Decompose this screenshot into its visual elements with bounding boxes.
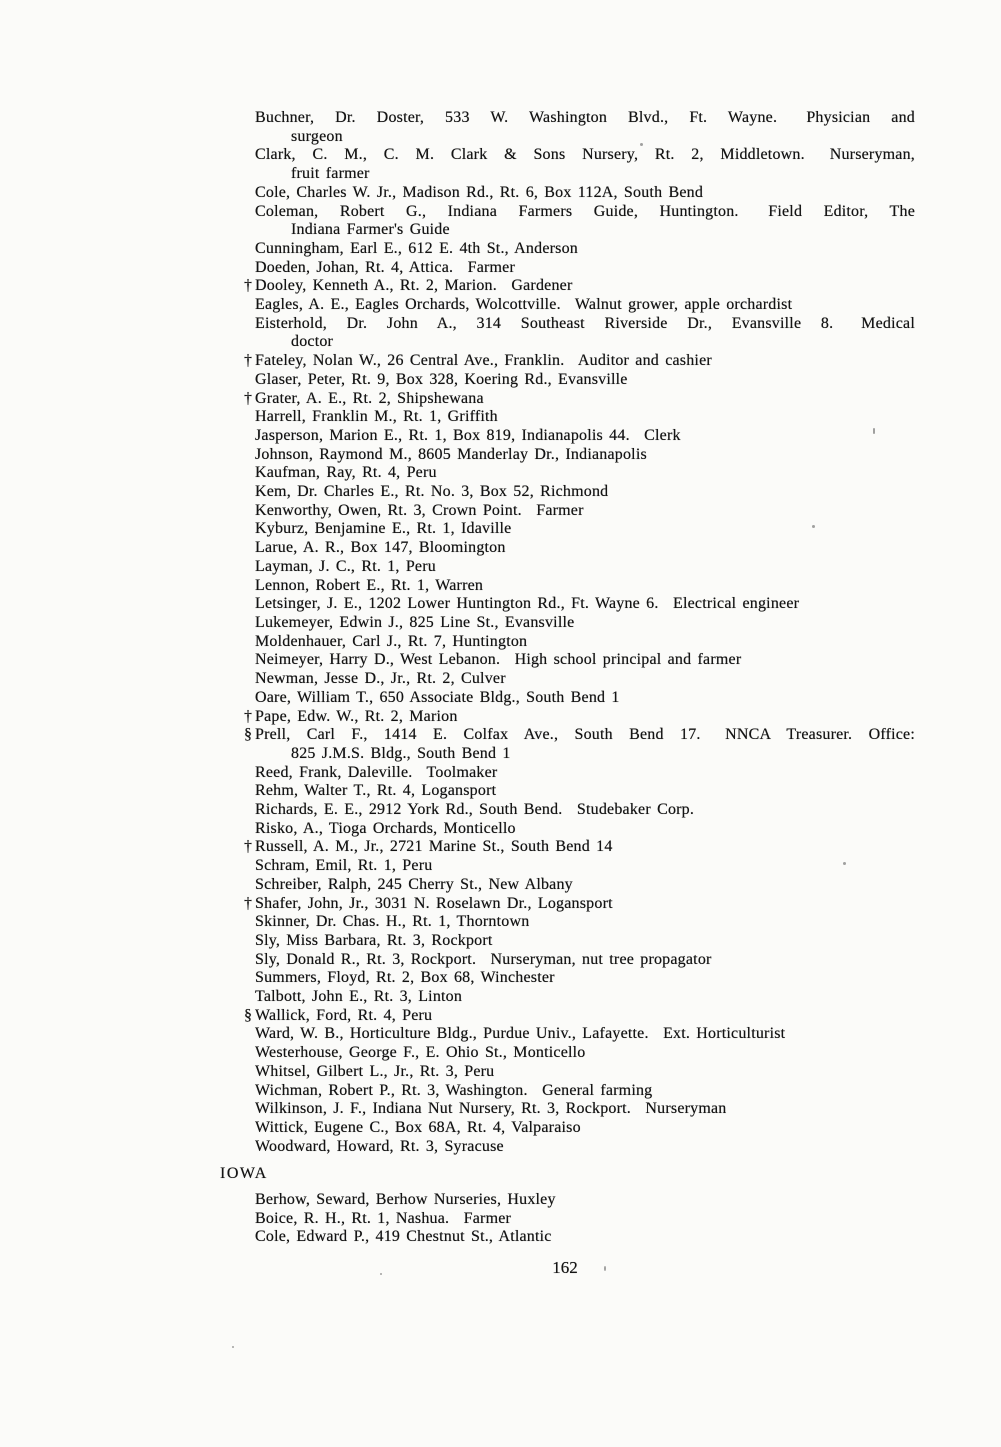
scan-speck (604, 1266, 606, 1271)
entry-line: Doeden, Johan, Rt. 4, Attica. Farmer (255, 258, 516, 276)
entry-continuation-line: surgeon (291, 127, 343, 145)
directory-entry (255, 558, 915, 577)
entry-line: Kaufman, Ray, Rt. 4, Peru (255, 464, 437, 482)
entry-line: Oare, William T., 650 Associate Bldg., South Bend 1 (255, 688, 620, 706)
directory-entry (244, 838, 915, 857)
entry-line: Cunningham, Earl E., 612 E. 4th St., Anderson (255, 239, 578, 257)
entry-line: Berhow, Seward, Berhow Nurseries, Huxley (255, 1191, 556, 1209)
directory-entry (255, 876, 915, 895)
directory-entry (255, 502, 915, 521)
entry-line: Layman, J. C., Rt. 1, Peru (255, 557, 436, 575)
membership-symbol: † (244, 277, 253, 295)
directory-entry (255, 782, 915, 801)
directory-entry (255, 969, 915, 988)
directory-entry (244, 389, 915, 409)
entry-line: Buchner, Dr. Doster, 533 W. Washington Blvd., Ft. Wayne. Physician and (255, 109, 915, 126)
entry-line: Summers, Floyd, Rt. 2, Box 68, Winchester (255, 969, 555, 987)
directory-entry (255, 633, 915, 652)
entry-line: Schram, Emil, Rt. 1, Peru (255, 857, 433, 875)
directory-entry (255, 857, 915, 876)
directory-entry (255, 1119, 915, 1138)
entry-line: Clark, C. M., C. M. Clark & Sons Nursery, Rt. 2, Middletown. Nurseryman, (255, 146, 915, 164)
directory-entry (255, 539, 915, 558)
scan-speck (640, 143, 643, 146)
entry-line: Lukemeyer, Edwin J., 825 Line St., Evansville (255, 613, 575, 631)
scan-speck (232, 1346, 234, 1348)
directory-entry (255, 1082, 915, 1101)
entry-line: Wichman, Robert P., Rt. 3, Washington. General farming (255, 1081, 653, 1099)
directory-entry (255, 146, 915, 183)
section-heading-label: IOWA (220, 1165, 268, 1183)
membership-symbol: § (244, 726, 253, 744)
entry-line: Skinner, Dr. Chas. H., Rt. 1, Thorntown (255, 913, 530, 931)
entry-line: Richards, E. E., 2912 York Rd., South Bend. Studebaker Corp. (255, 801, 695, 819)
entry-line: Lennon, Robert E., Rt. 1, Warren (255, 576, 484, 594)
membership-symbol: § (244, 1006, 253, 1024)
directory-entry (255, 1025, 915, 1044)
entry-line: Kem, Dr. Charles E., Rt. No. 3, Box 52, Richmond (255, 483, 609, 501)
directory-entry (255, 184, 915, 203)
directory-entry (255, 1228, 915, 1247)
entry-line: Rehm, Walter T., Rt. 4, Logansport (255, 782, 497, 800)
membership-symbol: † (244, 707, 253, 725)
entry-line: § Prell, Carl F., 1414 E. Colfax Ave., South Bend 17. NNCA Treasurer. Office: (244, 726, 915, 744)
membership-symbol: † (244, 352, 253, 370)
directory-entry (255, 988, 915, 1007)
directory-entry (255, 315, 915, 352)
directory-entry (255, 464, 915, 483)
entry-line: Wittick, Eugene C., Box 68A, Rt. 4, Valparaiso (255, 1118, 581, 1136)
section-heading (220, 1165, 915, 1184)
scan-speck (812, 525, 815, 528)
page-number: 162 (552, 1258, 578, 1277)
directory-entry (244, 277, 915, 296)
directory-entry (255, 764, 915, 783)
entry-line: Moldenhauer, Carl J., Rt. 7, Huntington (255, 632, 528, 650)
entry-line: Sly, Donald R., Rt. 3, Rockport. Nurseryman, nut tree propagator (255, 950, 712, 968)
entry-line: † Shafer, John, Jr., 3031 N. Roselawn Dr., Logansport (244, 894, 613, 912)
scan-speck (873, 428, 875, 434)
entry-line: Neimeyer, Harry D., West Lebanon. High school principal and farmer (255, 651, 742, 669)
entry-line: Ward, W. B., Horticulture Bldg., Purdue Univ., Lafayette. Ext. Horticulturist (255, 1025, 786, 1043)
directory-entry (255, 670, 915, 689)
directory-entry (255, 1100, 915, 1119)
directory-entry (255, 259, 915, 278)
entry-line: Eagles, A. E., Eagles Orchards, Wolcottville. Walnut grower, apple orchardist (255, 296, 793, 314)
scan-speck (380, 1273, 382, 1275)
directory-entry (255, 446, 915, 465)
directory-list (220, 109, 915, 1247)
entry-line: † Grater, A. E., Rt. 2, Shipshewana (244, 389, 484, 407)
entry-line: Newman, Jesse D., Jr., Rt. 2, Culver (255, 670, 506, 688)
directory-entry (244, 894, 915, 914)
entry-line: † Fateley, Nolan W., 26 Central Ave., Franklin. Auditor and cashier (244, 352, 712, 370)
membership-symbol: † (244, 894, 253, 912)
entry-line: Talbott, John E., Rt. 3, Linton (255, 988, 463, 1006)
entry-line: Cole, Edward P., 419 Chestnut St., Atlantic (255, 1228, 552, 1246)
directory-entry (255, 1063, 915, 1082)
directory-entry (255, 651, 915, 670)
directory-entry (255, 689, 915, 708)
entry-line: Woodward, Howard, Rt. 3, Syracuse (255, 1137, 504, 1155)
entry-line: Risko, A., Tioga Orchards, Monticello (255, 819, 516, 837)
entry-line: Boice, R. H., Rt. 1, Nashua. Farmer (255, 1209, 512, 1227)
entry-line: Westerhouse, George F., E. Ohio St., Monticello (255, 1044, 586, 1062)
directory-entry (255, 913, 915, 932)
entry-line: Coleman, Robert G., Indiana Farmers Guide, Huntington. Field Editor, The (255, 202, 915, 220)
directory-entry (255, 932, 915, 951)
membership-symbol: † (244, 389, 253, 407)
entry-line: Kyburz, Benjamine E., Rt. 1, Idaville (255, 520, 512, 538)
directory-entry (244, 352, 915, 371)
entry-line: Whitsel, Gilbert L., Jr., Rt. 3, Peru (255, 1062, 495, 1080)
entry-line: Sly, Miss Barbara, Rt. 3, Rockport (255, 931, 493, 949)
entry-line: Cole, Charles W. Jr., Madison Rd., Rt. 6, Box 112A, South Bend (255, 183, 704, 201)
entry-line: Kenworthy, Owen, Rt. 3, Crown Point. Farmer (255, 501, 584, 519)
directory-entry (244, 726, 915, 763)
directory-entry (244, 707, 915, 727)
directory-entry (255, 109, 915, 146)
directory-entry (255, 520, 915, 539)
directory-entry (255, 951, 915, 970)
entry-line: Wilkinson, J. F., Indiana Nut Nursery, Rt. 3, Rockport. Nurseryman (255, 1100, 727, 1118)
directory-entry (255, 1044, 915, 1063)
entry-line: Larue, A. R., Box 147, Bloomington (255, 539, 506, 557)
entry-line: Johnson, Raymond M., 8605 Manderlay Dr., Indianapolis (255, 445, 647, 463)
directory-entry (255, 483, 915, 502)
directory-entry (244, 1006, 915, 1026)
scan-speck (843, 862, 846, 865)
directory-entry (255, 1210, 915, 1229)
directory-entry (255, 801, 915, 820)
entry-line: † Russell, A. M., Jr., 2721 Marine St., South Bend 14 (244, 838, 613, 856)
entry-line: † Pape, Edw. W., Rt. 2, Marion (244, 707, 458, 725)
directory-entry (255, 1138, 915, 1157)
entry-line: Eisterhold, Dr. John A., 314 Southeast Riverside Dr., Evansville 8. Medical (255, 314, 915, 332)
entry-line: § Wallick, Ford, Rt. 4, Peru (244, 1006, 433, 1024)
entry-line: Harrell, Franklin M., Rt. 1, Griffith (255, 408, 498, 426)
directory-entry (255, 203, 915, 240)
directory-entry (255, 820, 915, 839)
directory-entry (255, 595, 915, 614)
directory-entry (255, 614, 915, 633)
entry-line: Reed, Frank, Daleville. Toolmaker (255, 763, 498, 781)
entry-line: Jasperson, Marion E., Rt. 1, Box 819, Indianapolis 44. Clerk (255, 426, 681, 444)
directory-entry (255, 577, 915, 596)
entry-line: Schreiber, Ralph, 245 Cherry St., New Albany (255, 875, 573, 893)
entry-line: Glaser, Peter, Rt. 9, Box 328, Koering Rd., Evansville (255, 370, 628, 388)
directory-entry (255, 1191, 915, 1210)
directory-entry (255, 371, 915, 390)
entry-continuation-line: fruit farmer (291, 165, 370, 183)
membership-symbol: † (244, 838, 253, 856)
directory-entry (255, 296, 915, 315)
entry-continuation-line: doctor (291, 333, 334, 351)
directory-entry (255, 240, 915, 259)
entry-continuation-line: 825 J.M.S. Bldg., South Bend 1 (291, 744, 511, 762)
directory-entry (255, 427, 915, 446)
entry-line: Letsinger, J. E., 1202 Lower Huntington Rd., Ft. Wayne 6. Electrical engineer (255, 595, 800, 613)
entry-line: † Dooley, Kenneth A., Rt. 2, Marion. Gardener (244, 277, 573, 295)
directory-entry (255, 408, 915, 427)
entry-continuation-line: Indiana Farmer's Guide (291, 221, 450, 239)
